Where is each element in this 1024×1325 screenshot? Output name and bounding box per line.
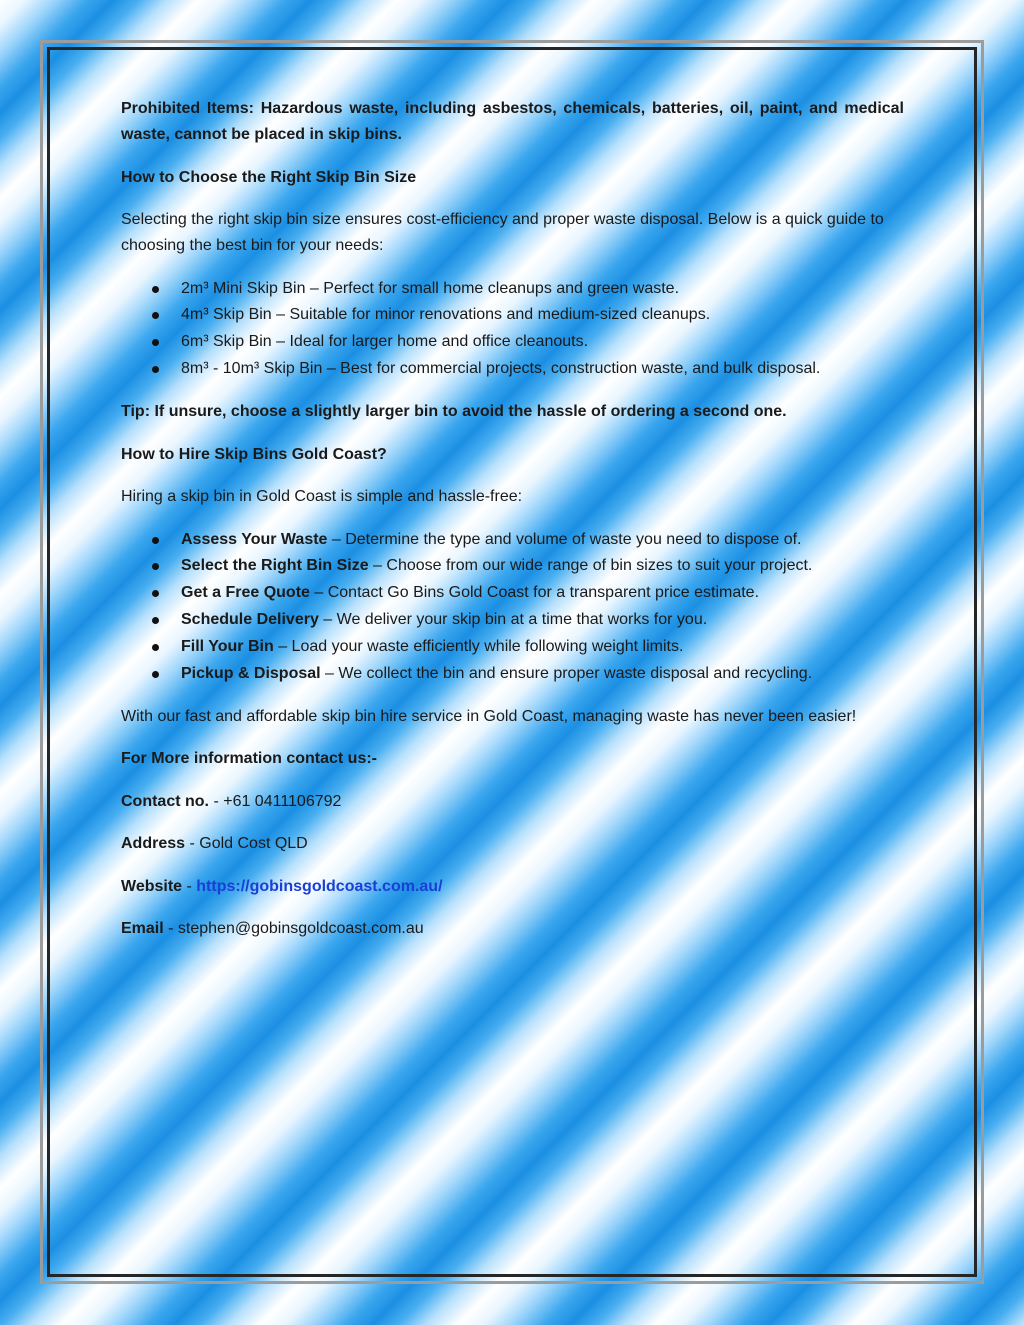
email-value: - stephen@gobinsgoldcoast.com.au: [163, 920, 424, 938]
bullet-icon: [152, 286, 159, 293]
bin-size-text: 2m³ Mini Skip Bin – Perfect for small home cleanups and green waste.: [181, 279, 680, 297]
bullet-icon: [152, 537, 159, 544]
list-item: [121, 329, 904, 356]
step-title: Assess Your Waste: [181, 530, 328, 548]
document-body: [121, 96, 904, 959]
closing-paragraph: With our fast and affordable skip bin hire service in Gold Coast, managing waste has never been easier!: [121, 707, 857, 725]
step-title: Fill Your Bin: [181, 637, 274, 655]
choose-size-heading: How to Choose the Right Skip Bin Size: [121, 168, 417, 186]
email-label: Email: [121, 920, 164, 938]
bin-size-text: 8m³ - 10m³ Skip Bin – Best for commercial projects, construction waste, and bulk disposal.: [181, 359, 821, 377]
list-item: [121, 580, 904, 607]
hire-heading: How to Hire Skip Bins Gold Coast?: [121, 445, 387, 463]
step-title: Schedule Delivery: [181, 611, 319, 629]
bin-size-text: 4m³ Skip Bin – Suitable for minor renovations and medium-sized cleanups.: [181, 306, 711, 324]
list-item: [121, 553, 904, 580]
bullet-icon: [152, 339, 159, 346]
bullet-icon: [152, 644, 159, 651]
list-item: [121, 634, 904, 661]
hire-steps-list: [121, 527, 904, 688]
contact-phone-line: [121, 789, 904, 815]
phone-label: Contact no.: [121, 792, 209, 810]
list-item: [121, 661, 904, 688]
choose-size-intro: Selecting the right skip bin size ensures cost-efficiency and proper waste disposal. Below is a quick guide to choosing the best bin for your needs:: [121, 211, 884, 254]
address-value: - Gold Cost QLD: [185, 835, 308, 853]
list-item: [121, 302, 904, 329]
step-description: – Choose from our wide range of bin sizes to suit your project.: [368, 557, 813, 575]
tip-paragraph: Tip: If unsure, choose a slightly larger bin to avoid the hassle of ordering a second one.: [121, 403, 787, 421]
bullet-icon: [152, 671, 159, 678]
list-item: [121, 356, 904, 383]
website-link[interactable]: https://gobinsgoldcoast.com.au/: [196, 877, 443, 895]
bullet-icon: [152, 312, 159, 319]
bullet-icon: [152, 563, 159, 570]
list-item: [121, 527, 904, 554]
hire-intro: Hiring a skip bin in Gold Coast is simple and hassle-free:: [121, 488, 523, 506]
bin-size-text: 6m³ Skip Bin – Ideal for larger home and office cleanouts.: [181, 333, 589, 351]
bullet-icon: [152, 366, 159, 373]
step-description: – Contact Go Bins Gold Coast for a transparent price estimate.: [309, 584, 760, 602]
step-description: – Load your waste efficiently while following weight limits.: [273, 637, 684, 655]
bin-size-list: [121, 276, 904, 383]
step-title: Pickup & Disposal: [181, 664, 321, 682]
step-description: – Determine the type and volume of waste you need to dispose of.: [327, 530, 802, 548]
contact-address-line: [121, 831, 904, 857]
list-item: [121, 607, 904, 634]
contact-email-line: [121, 916, 904, 942]
address-label: Address: [121, 835, 186, 853]
contact-website-line: [121, 874, 904, 900]
website-separator: -: [182, 877, 197, 895]
step-description: – We collect the bin and ensure proper waste disposal and recycling.: [320, 664, 813, 682]
prohibited-items-paragraph: Prohibited Items: Hazardous waste, including asbestos, chemicals, batteries, oil, paint, and medical waste, cannot be placed in skip bins.: [121, 100, 904, 143]
list-item: [121, 276, 904, 303]
step-title: Get a Free Quote: [181, 584, 310, 602]
website-label: Website: [121, 877, 183, 895]
step-title: Select the Right Bin Size: [181, 557, 369, 575]
bullet-icon: [152, 617, 159, 624]
phone-value: - +61 0411106792: [209, 792, 342, 810]
step-description: – We deliver your skip bin at a time that works for you.: [318, 611, 708, 629]
bullet-icon: [152, 590, 159, 597]
contact-heading: For More information contact us:-: [121, 750, 377, 768]
